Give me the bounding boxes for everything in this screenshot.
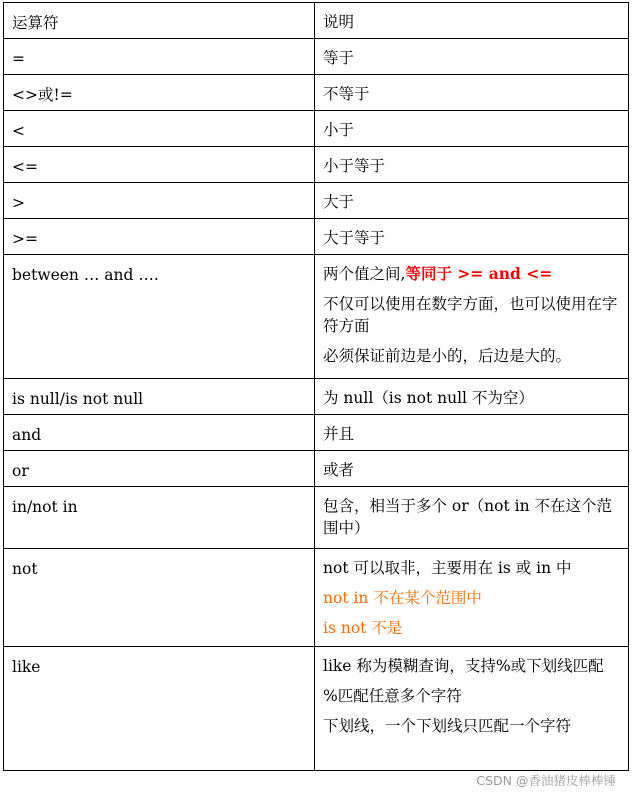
description-cell: 小于: [315, 111, 629, 147]
description-cell: 大于: [315, 183, 629, 219]
table-row: [4, 255, 629, 379]
operator-cell: in/not in: [4, 487, 315, 549]
operator-cell: <=: [4, 147, 315, 183]
description-cell: 不等于: [315, 75, 629, 111]
operator-cell: between … and ….: [4, 255, 315, 379]
operator-table: [3, 2, 629, 771]
table-header-row: [4, 3, 629, 39]
operator-cell: and: [4, 415, 315, 451]
description-cell: 大于等于: [315, 219, 629, 255]
table-row: [4, 549, 629, 647]
description-cell: 并且: [315, 415, 629, 451]
description-cell: 或者: [315, 451, 629, 487]
description-cell: 小于等于: [315, 147, 629, 183]
description-cell: [315, 255, 629, 379]
table-row: [4, 39, 629, 75]
operator-cell: <: [4, 111, 315, 147]
watermark: CSDN @香油猪皮棒棒锤: [476, 773, 616, 788]
operator-cell: =: [4, 39, 315, 75]
table-row: [4, 415, 629, 451]
description-text: 两个值之间,: [323, 265, 406, 283]
table-row: [4, 487, 629, 549]
table-row: [4, 147, 629, 183]
description-cell: 为 null（is not null 不为空）: [315, 379, 629, 415]
description-line: is not 不是: [323, 619, 403, 637]
operator-cell: >=: [4, 219, 315, 255]
description-cell: 包含，相当于多个 or（not in 不在这个范围中）: [315, 487, 629, 549]
description-line: not in 不在某个范围中: [323, 589, 482, 607]
description-line: not 可以取非，主要用在 is 或 in 中: [323, 559, 572, 577]
operator-cell: is null/is not null: [4, 379, 315, 415]
table-row: [4, 111, 629, 147]
operator-cell: <>或!=: [4, 75, 315, 111]
table-row: [4, 451, 629, 487]
table-row: [4, 183, 629, 219]
description-line: 下划线，一个下划线只匹配一个字符: [323, 717, 572, 735]
operator-cell: like: [4, 647, 315, 771]
description-line: 不仅可以使用在数字方面，也可以使用在字符方面: [323, 295, 618, 335]
table-row: [4, 379, 629, 415]
operator-cell: or: [4, 451, 315, 487]
description-line: %匹配任意多个字符: [323, 687, 462, 705]
table-row: [4, 75, 629, 111]
operator-cell: >: [4, 183, 315, 219]
header-description: 说明: [315, 3, 629, 39]
table-row: [4, 219, 629, 255]
description-line: 必须保证前边是小的，后边是大的。: [323, 347, 572, 365]
highlight-text: 等同于 >= and <=: [405, 264, 553, 283]
operator-cell: not: [4, 549, 315, 647]
description-cell: [315, 549, 629, 647]
table-row: [4, 647, 629, 771]
header-operator: 运算符: [4, 3, 315, 39]
description-line: like 称为模糊查询，支持%或下划线匹配: [323, 657, 604, 675]
description-cell: 等于: [315, 39, 629, 75]
description-line: [323, 263, 622, 285]
description-cell: [315, 647, 629, 771]
